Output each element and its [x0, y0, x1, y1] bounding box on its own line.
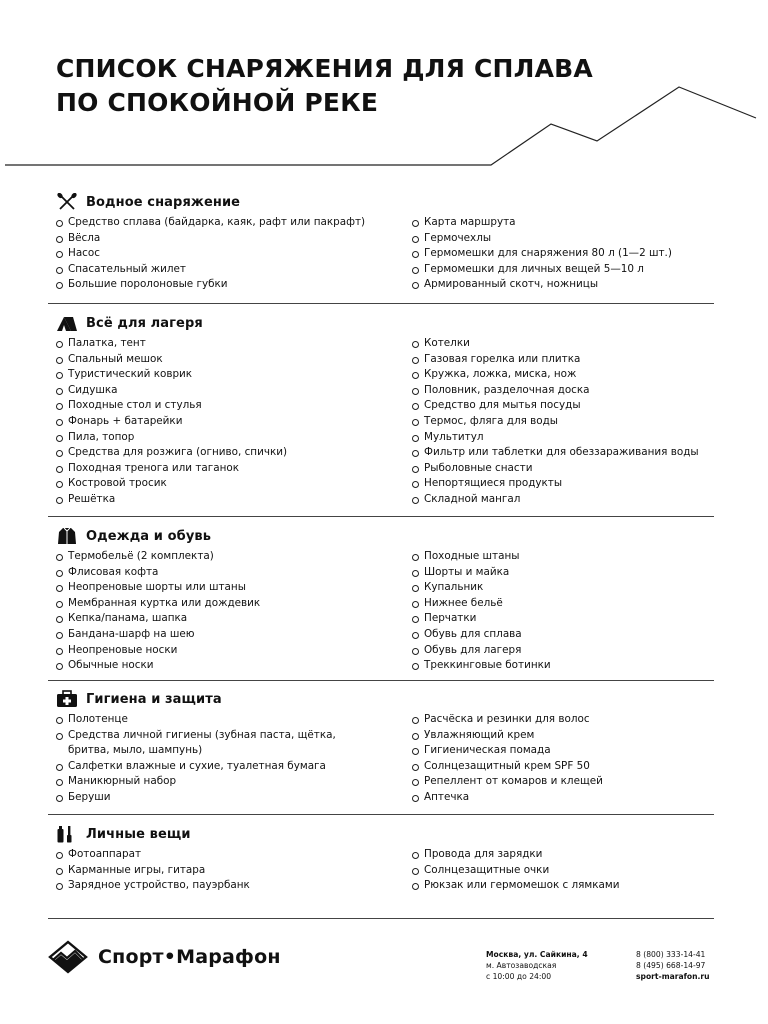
section-personal-items — [56, 825, 714, 905]
checklist-item[interactable]: Армированный скотч, ножницы — [412, 277, 722, 293]
checklist-item[interactable]: Неопреновые шорты или штаны — [56, 580, 386, 596]
section-water-gear — [56, 193, 714, 303]
checklist-item[interactable]: Котелки — [412, 336, 722, 352]
checklist-item[interactable]: Термобельё (2 комплекта) — [56, 549, 386, 565]
checklist-item[interactable]: Гермочехлы — [412, 231, 722, 247]
checklist-item[interactable]: Фильтр или таблетки для обеззараживания воды — [412, 445, 722, 461]
address-line: м. Автозаводская — [486, 961, 557, 970]
checklist-item[interactable]: Средство сплава (байдарка, каяк, рафт или пакрафт) — [56, 215, 386, 231]
phone-number[interactable]: 8 (800) 333-14-41 — [636, 950, 706, 959]
checklist-item[interactable]: Спальный мешок — [56, 352, 386, 368]
checklist-item[interactable]: Флисовая кофта — [56, 565, 386, 581]
checklist-item[interactable]: Рюкзак или гермомешок с лямками — [412, 878, 722, 894]
checklist-item[interactable]: Фотоаппарат — [56, 847, 386, 863]
section-title: Всё для лагеря — [86, 315, 203, 331]
checklist-item[interactable]: Вёсла — [56, 231, 386, 247]
bottle-knife-icon — [56, 825, 78, 843]
jacket-icon — [56, 527, 78, 545]
address-line: Москва, ул. Сайкина, 4 — [486, 950, 588, 959]
item-list-right — [412, 847, 722, 894]
checklist-item[interactable]: Карманные игры, гитара — [56, 863, 386, 879]
item-list-right — [412, 336, 722, 508]
item-list-left — [56, 712, 386, 806]
checklist-item[interactable]: Газовая горелка или плитка — [412, 352, 722, 368]
checklist-item[interactable]: Гермомешки для снаряжения 80 л (1—2 шт.) — [412, 246, 722, 262]
checklist-item[interactable]: Перчатки — [412, 611, 722, 627]
checklist-item[interactable]: Кружка, ложка, миска, нож — [412, 367, 722, 383]
checklist-item[interactable]: Провода для зарядки — [412, 847, 722, 863]
checklist-item[interactable]: Зарядное устройство, пауэрбанк — [56, 878, 386, 894]
checklist-item[interactable]: Шорты и майка — [412, 565, 722, 581]
checklist-item[interactable]: Обувь для сплава — [412, 627, 722, 643]
brand-logo — [48, 940, 281, 974]
checklist-item[interactable]: Половник, разделочная доска — [412, 383, 722, 399]
checklist-item[interactable]: Походные штаны — [412, 549, 722, 565]
checklist-item[interactable]: Костровой тросик — [56, 476, 386, 492]
checklist-item[interactable]: Спасательный жилет — [56, 262, 386, 278]
brand-name: Спорт•Марафон — [98, 946, 281, 968]
section-header — [56, 193, 240, 211]
checklist-item[interactable]: Неопреновые носки — [56, 643, 386, 659]
checklist-item[interactable]: Маникюрный набор — [56, 774, 386, 790]
page-title-line-2: ПО СПОКОЙНОЙ РЕКЕ — [56, 88, 379, 117]
section-header — [56, 825, 191, 843]
checklist-item[interactable]: Палатка, тент — [56, 336, 386, 352]
checklist-item[interactable]: Средства для розжига (огниво, спички) — [56, 445, 386, 461]
first-aid-kit-icon — [56, 690, 78, 708]
address-line: с 10:00 до 24:00 — [486, 972, 552, 981]
store-contacts — [636, 949, 710, 982]
checklist-item[interactable]: Солнцезащитный крем SPF 50 — [412, 759, 722, 775]
section-header — [56, 690, 222, 708]
section-divider — [48, 680, 714, 681]
section-camp — [56, 314, 714, 514]
section-clothing — [56, 527, 714, 677]
checklist-item[interactable]: Большие поролоновые губки — [56, 277, 386, 293]
page-title — [56, 52, 593, 120]
checklist-item[interactable]: Обычные носки — [56, 658, 386, 674]
item-list-left — [56, 847, 386, 894]
checklist-item[interactable]: Непортящиеся продукты — [412, 476, 722, 492]
section-header — [56, 527, 211, 545]
page-title-line-1: СПИСОК СНАРЯЖЕНИЯ ДЛЯ СПЛАВА — [56, 54, 593, 83]
checklist-item[interactable]: Средства личной гигиены (зубная паста, щётка, бритва, мыло, шампунь) — [56, 728, 358, 759]
section-title: Личные вещи — [86, 826, 191, 842]
checklist-item[interactable]: Фонарь + батарейки — [56, 414, 386, 430]
item-list-right — [412, 215, 722, 293]
paddles-icon — [56, 193, 78, 211]
section-divider — [48, 814, 714, 815]
item-list-left — [56, 336, 386, 508]
section-divider — [48, 918, 714, 919]
section-title: Одежда и обувь — [86, 528, 212, 544]
checklist-item[interactable]: Насос — [56, 246, 386, 262]
checklist-item[interactable]: Складной мангал — [412, 492, 722, 508]
checklist-item[interactable]: Кепка/панама, шапка — [56, 611, 386, 627]
website-link[interactable]: sport-marafon.ru — [636, 972, 710, 981]
brand-mountain-logo-icon — [48, 940, 88, 974]
checklist-item[interactable]: Полотенце — [56, 712, 386, 728]
checklist-item[interactable]: Рыболовные снасти — [412, 461, 722, 477]
checklist-item[interactable]: Гермомешки для личных вещей 5—10 л — [412, 262, 722, 278]
checklist-item[interactable]: Увлажняющий крем — [412, 728, 722, 744]
checklist-item[interactable]: Солнцезащитные очки — [412, 863, 722, 879]
checklist-item[interactable]: Туристический коврик — [56, 367, 386, 383]
store-address — [486, 949, 588, 982]
checklist-item[interactable]: Купальник — [412, 580, 722, 596]
checklist-item[interactable]: Репеллент от комаров и клещей — [412, 774, 722, 790]
phone-number[interactable]: 8 (495) 668-14-97 — [636, 961, 706, 970]
section-title: Водное снаряжение — [86, 194, 241, 210]
checklist-item[interactable]: Гигиеническая помада — [412, 743, 722, 759]
item-list-right — [412, 712, 722, 806]
checklist-item[interactable]: Обувь для лагеря — [412, 643, 722, 659]
item-list-left — [56, 215, 386, 293]
section-header — [56, 314, 203, 332]
tent-icon — [56, 314, 78, 332]
section-title: Гигиена и защита — [86, 691, 222, 707]
checklist-item[interactable]: Салфетки влажные и сухие, туалетная бумага — [56, 759, 386, 775]
checklist-item[interactable]: Беруши — [56, 790, 386, 806]
item-list-right — [412, 549, 722, 674]
checklist-item[interactable]: Походная тренога или таганок — [56, 461, 386, 477]
checklist-item[interactable]: Термос, фляга для воды — [412, 414, 722, 430]
section-divider — [48, 516, 714, 517]
checklist-item[interactable]: Бандана-шарф на шею — [56, 627, 386, 643]
checklist-item[interactable]: Расчёска и резинки для волос — [412, 712, 722, 728]
checklist-item[interactable]: Нижнее бельё — [412, 596, 722, 612]
checklist-item[interactable]: Средство для мытья посуды — [412, 398, 722, 414]
checklist-item[interactable]: Мембранная куртка или дождевик — [56, 596, 386, 612]
checklist-item[interactable]: Карта маршрута — [412, 215, 722, 231]
section-hygiene — [56, 690, 714, 810]
checklist-item[interactable]: Решётка — [56, 492, 386, 508]
checklist-item[interactable]: Аптечка — [412, 790, 722, 806]
item-list-left — [56, 549, 386, 674]
section-divider — [48, 303, 714, 304]
checklist-item[interactable]: Походные стол и стулья — [56, 398, 386, 414]
checklist-item[interactable]: Сидушка — [56, 383, 386, 399]
checklist-item[interactable]: Треккинговые ботинки — [412, 658, 722, 674]
checklist-item[interactable]: Мультитул — [412, 430, 722, 446]
checklist-item[interactable]: Пила, топор — [56, 430, 386, 446]
